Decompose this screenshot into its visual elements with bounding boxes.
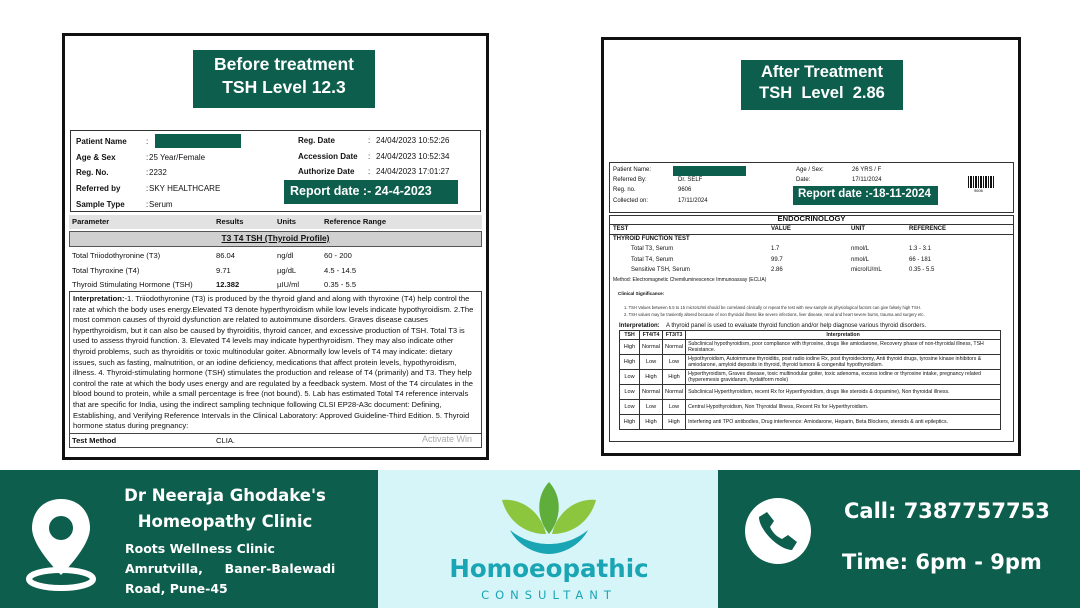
- before-interpretation-block: [69, 291, 482, 434]
- after-patient-name-redaction: [673, 166, 746, 176]
- brand-section: [378, 470, 718, 608]
- after-tsh-unit: microIU/mL: [851, 267, 882, 273]
- t3-range: 60 - 200: [324, 251, 352, 260]
- patient-name-redaction: [155, 134, 241, 148]
- reg-date-label: Reg. Date: [298, 136, 335, 145]
- authorize-date-value: 24/04/2023 17:01:27: [376, 167, 450, 176]
- after-tsh-reference: 0.35 - 5.5: [909, 267, 935, 273]
- clinic-name-line1: Dr Neeraja Ghodake's: [124, 486, 326, 505]
- barcode-image: [968, 176, 994, 188]
- thyroid-interpretation-table: [619, 330, 1001, 430]
- col-unit: UNIT: [851, 226, 865, 232]
- table-row: High Normal Normal Subclinical hypothyroidism, poor compliance with thyroxine, drugs like amiodarone, Recovery phase of non-thyroidal illness, TSH Resistance.: [620, 340, 1001, 355]
- interpretation-text-after: A thyroid panel is used to evaluate thyroid function and/or help diagnose various thyroid disorders.: [666, 323, 927, 329]
- address-line1: Roots Wellness Clinic: [125, 541, 275, 556]
- before-table-header: [69, 215, 482, 229]
- clinic-name-line2: Homeopathy Clinic: [137, 512, 313, 531]
- reg-no-label-after: Reg. no.: [613, 187, 636, 193]
- after-report-panel: [601, 37, 1021, 456]
- after-patient-name-label: Patient Name:: [613, 167, 652, 173]
- table-row: High Low Low Hypothyroidism, Autoimmune thyroiditis, post radio iodine Rx, post thyroidectomy, Anti thyroid drugs, tyrosine kinase inhibitors & amiodarone, amyloid deposits in thyroid, thyroid tumors & congenital hypothyroidism.: [620, 355, 1001, 370]
- map-pin-icon: [26, 495, 96, 591]
- date-value-after: 17/11/2024: [852, 177, 882, 183]
- after-title-line2: TSH Level 2.86: [759, 84, 885, 103]
- interp-col-tsh: TSH: [620, 331, 640, 340]
- patient-name-label: Patient Name: [76, 137, 127, 146]
- tsh-range: 0.35 - 5.5: [324, 280, 357, 289]
- referred-by-value: SKY HEALTHCARE: [149, 184, 221, 193]
- authorize-date-label: Authorize Date: [298, 167, 355, 176]
- address-line3: Road, Pune-45: [125, 581, 228, 596]
- col-reference: REFERENCE: [909, 226, 947, 232]
- table-row: Low High High Hyperthyroidism, Graves disease, toxic multinodular goiter, toxic adenoma, excess iodine or thyroxine intake, pregnancy related (hyperemesis gravidarum, hydatiform mole): [620, 370, 1001, 385]
- sample-type-value: Serum: [149, 200, 173, 209]
- after-t4-unit: nmol/L: [851, 257, 870, 263]
- after-tsh-value: 2.86: [771, 267, 783, 273]
- tsh-result: 12.382: [216, 280, 240, 289]
- test-method-label: Test Method: [72, 436, 117, 445]
- clinical-note-1: 1. TSH Values between 5.5 to 15 microIU/ml should be correlated clinically or repeat the test with new sample as physiological factors can give falsely high TSH.: [624, 305, 921, 310]
- address-line2: Amrutvilla, Baner-Balewadi: [125, 561, 336, 576]
- t3-parameter: Total Triiodothyronine (T3): [72, 251, 161, 260]
- contact-section: [718, 470, 1080, 608]
- after-title-line1: After Treatment: [761, 63, 883, 81]
- call-number[interactable]: Call: 7387757753: [844, 499, 1050, 523]
- referred-by-label-after: Referred By:: [613, 177, 647, 183]
- reg-no-value-after: 9606: [678, 187, 692, 193]
- clinical-significance-title: Clinical Significance:: [618, 291, 665, 296]
- before-title-line1: Before treatment: [213, 54, 355, 74]
- after-t4-value: 99.7: [771, 257, 783, 263]
- t3-unit: ng/dl: [277, 251, 294, 260]
- endocrinology-title: ENDOCRINOLOGY: [777, 214, 846, 223]
- reg-no-label: Reg. No.: [76, 168, 109, 177]
- age-sex-label-after: Age / Sex:: [796, 167, 824, 173]
- age-sex-value: 25 Year/Female: [149, 153, 206, 162]
- col-parameter: Parameter: [72, 217, 110, 226]
- test-method-value: CLIA.: [216, 436, 235, 445]
- clinic-info-section: [0, 470, 378, 608]
- before-title-line2: TSH Level 12.3: [222, 76, 346, 97]
- reg-date-value: 24/04/2023 10:52:26: [376, 136, 450, 145]
- date-label-after: Date:: [796, 177, 811, 183]
- table-row: High High High Interfering anti TPO antibodies, Drug interference: Amiodarone, Heparin, Beta Blockers, steroids & anti epileptics.: [620, 415, 1001, 430]
- col-test: TEST: [613, 226, 629, 232]
- accession-date-label: Accession Date: [298, 152, 358, 161]
- tsh-parameter: Thyroid Stimulating Hormone (TSH): [72, 280, 193, 289]
- after-treatment-title: [741, 60, 903, 110]
- table-row: Low Normal Normal Subclinical Hyperthyroidism, recent Rx for Hyperthyroidism, drugs like steroids & dopamine), Non thyroidal illness.: [620, 385, 1001, 400]
- after-report-date-badge: Report date :-18-11-2024: [793, 186, 938, 205]
- sample-type-label: Sample Type: [76, 200, 125, 209]
- thyroid-function-test-title: THYROID FUNCTION TEST: [613, 236, 690, 242]
- after-t3-unit: nmol/L: [851, 246, 870, 252]
- leaf-hands-logo: [496, 478, 602, 558]
- clinic-hours: Time: 6pm - 9pm: [842, 550, 1042, 574]
- tsh-unit: µIU/ml: [277, 280, 300, 289]
- method-text: Method: Electromagnetic Chemiluminescence Immunoassay (ECLIA): [613, 277, 767, 283]
- interp-col-interpretation: Interpretation: [686, 331, 1001, 340]
- collected-on-label: Collected on:: [613, 198, 649, 204]
- col-reference-range: Reference Range: [324, 217, 387, 226]
- t4-unit: µg/dL: [277, 266, 297, 275]
- barcode-number: 9606: [974, 188, 983, 193]
- activate-windows-watermark: Activate Win: [422, 434, 473, 444]
- after-tsh-test: Sensitive TSH, Serum: [631, 267, 690, 273]
- referred-by-label: Referred by: [76, 184, 121, 193]
- before-treatment-title: [193, 50, 375, 108]
- referred-by-value-after: Dr. SELF: [678, 177, 703, 183]
- after-t4-test: Total T4, Serum: [631, 257, 674, 263]
- collected-on-value: 17/11/2024: [678, 198, 708, 204]
- before-interpretation-label: Interpretation:: [73, 294, 125, 303]
- t4-parameter: Total Thyroxine (T4): [72, 266, 140, 275]
- before-report-date-badge: Report date :- 24-4-2023: [284, 180, 458, 204]
- interpretation-label-after: Interpretation:: [619, 323, 660, 329]
- brand-name: Homoeopathic: [449, 554, 649, 583]
- age-sex-value-after: 26 YRS / F: [852, 167, 882, 173]
- thyroid-profile-title: T3 T4 TSH (Thyroid Profile): [221, 233, 330, 243]
- brand-subtitle: CONSULTANT: [481, 588, 617, 602]
- after-t4-reference: 66 - 181: [909, 257, 932, 263]
- after-t3-test: Total T3, Serum: [631, 246, 674, 252]
- col-units: Units: [277, 217, 296, 226]
- clinic-footer: [0, 470, 1080, 608]
- test-method-row: [69, 434, 482, 448]
- reg-no-value: 2232: [149, 168, 167, 177]
- after-t3-reference: 1.3 - 3.1: [909, 246, 932, 252]
- interp-col-ft3: FT3/T3: [663, 331, 686, 340]
- t4-result: 9.71: [216, 266, 231, 275]
- t4-range: 4.5 - 14.5: [324, 266, 357, 275]
- table-row: Low Low Low Central Hypothyroidism, Non Thyroidal Illness, Recent Rx for Hyperthyroidism.: [620, 400, 1001, 415]
- age-sex-label: Age & Sex: [76, 153, 116, 162]
- t3-result: 86.04: [216, 251, 236, 260]
- interp-col-ft4: FT4/T4: [640, 331, 663, 340]
- col-value: VALUE: [771, 226, 791, 232]
- before-report-panel: Before treatment TSH Level 12.3 Patient Name : Age & Sex : 25 Year/Female Reg. No. : 2232 Referred by : SKY HEALTHCARE Sample Type : Serum Reg. Date : 24/04/2023 10:52:26 Accession Date : 24/04/2023 10:52:34 Authorize Date : 24/04/2023 17:01:27 Report date :- 24-4-2023 Parameter Results Units Reference Range T3 T4 TSH (Thyroid Profile) Total Triiodothyronine (T3) 86.04 ng/dl 60 - 200 Total Thyroxine (T4) 9.71 µg/dL 4.5 - 14.5 Thyroid Stimulating Hormone (TSH) 12.382 µIU/ml 0.35 - 5.5 Interpretation:-1. Triiodothyronine (T3) is produced by the thyroid gland and along with thyroxine (T4) help control the rate at which the body uses energy.Elevated T3 denote hyperthyroidism while low levels indicate hypothyroidism. 2.The most common causes of thyroid dysfunction are related to autoimmune disorders. Graves disease causes hyperthyroidism, but it can also be caused by thyroiditis, thyroid cancer, and excessive production of TSH. Total T3 is used to assess thyroid function. 3. Elevated T4 levels may indicate hyperthyroidism. They may also indicate other thyroid problems, such as thyroiditis or toxic multinodular goiter. Abnormally low levels of T4 may indicate: dietary issues, such as fasting, malnutrition, or an iodine deficiency, medications that affect protein levels, hypothyroidism, illness. 4. Thyroid-stimulating hormone (TSH) stimulates the production and release of T4 (primarily) and T3. They help control the rate at which the body uses energy and are regulated by a feedback system. Most of the T4 circulates in the blood bound to protein, while a small percentage is free (not bound). 5. Lab has estimated Total T4 reference intervals that are specific for India, using the indirect sampling technique following CLSI EP28-A3c document: Defining, Establishing, and Verifying Reference Intervals in the Clinical Laboratory: Approved Guideline-Third Edition. 5. Thyroid hormone status during pregnancy: Test Method CLIA. Activate Win: [62, 33, 489, 460]
- accession-date-value: 24/04/2023 10:52:34: [376, 152, 450, 161]
- phone-icon: [743, 496, 813, 566]
- before-interpretation-text: -1. Triiodothyronine (T3) is produced by the thyroid gland and along with thyroxine (T4) help control the rate at which the body uses energy.Elevated T3 denote hyperthyroidism while low levels indicate hypothyroidism. 2.The most common causes of thyroid dysfunction are related to autoimmune disorders. Graves disease causes hyperthyroidism, but it can also be caused by thyroiditis, thyroid cancer, and excessive production of TSH. Total T3 is used to assess thyroid function. 3. Elevated T4 levels may indicate hyperthyroidism. They may also indicate other thyroid problems, such as thyroiditis or toxic multinodular goiter. Abnormally low levels of T4 may indicate: dietary issues, such as fasting, malnutrition, or an iodine deficiency, medications that affect protein levels, hypothyroidism, illness. 4. Thyroid-stimulating hormone (TSH) stimulates the production and release of T4 (primarily) and T3. They help control the rate at which the body uses energy and are regulated by a feedback system. Most of the T4 circulates in the blood bound to protein, while a small percentage is free (not bound). 5. Lab has estimated Total T4 reference intervals that are specific for India, using the indirect sampling technique following CLSI EP28-A3c document: Defining, Establishing, and Verifying Reference Intervals in the Clinical Laboratory: Approved Guideline-Third Edition. 5. Thyroid hormone status during pregnancy:: [73, 294, 474, 431]
- clinical-note-2: 2. TSH values may be trasiently altered because of non thyroidal illness like severe infections, liver disease, renal and heart severe burns, trauma and surgery etc.: [624, 312, 925, 317]
- after-t3-value: 1.7: [771, 246, 780, 252]
- col-results: Results: [216, 217, 244, 226]
